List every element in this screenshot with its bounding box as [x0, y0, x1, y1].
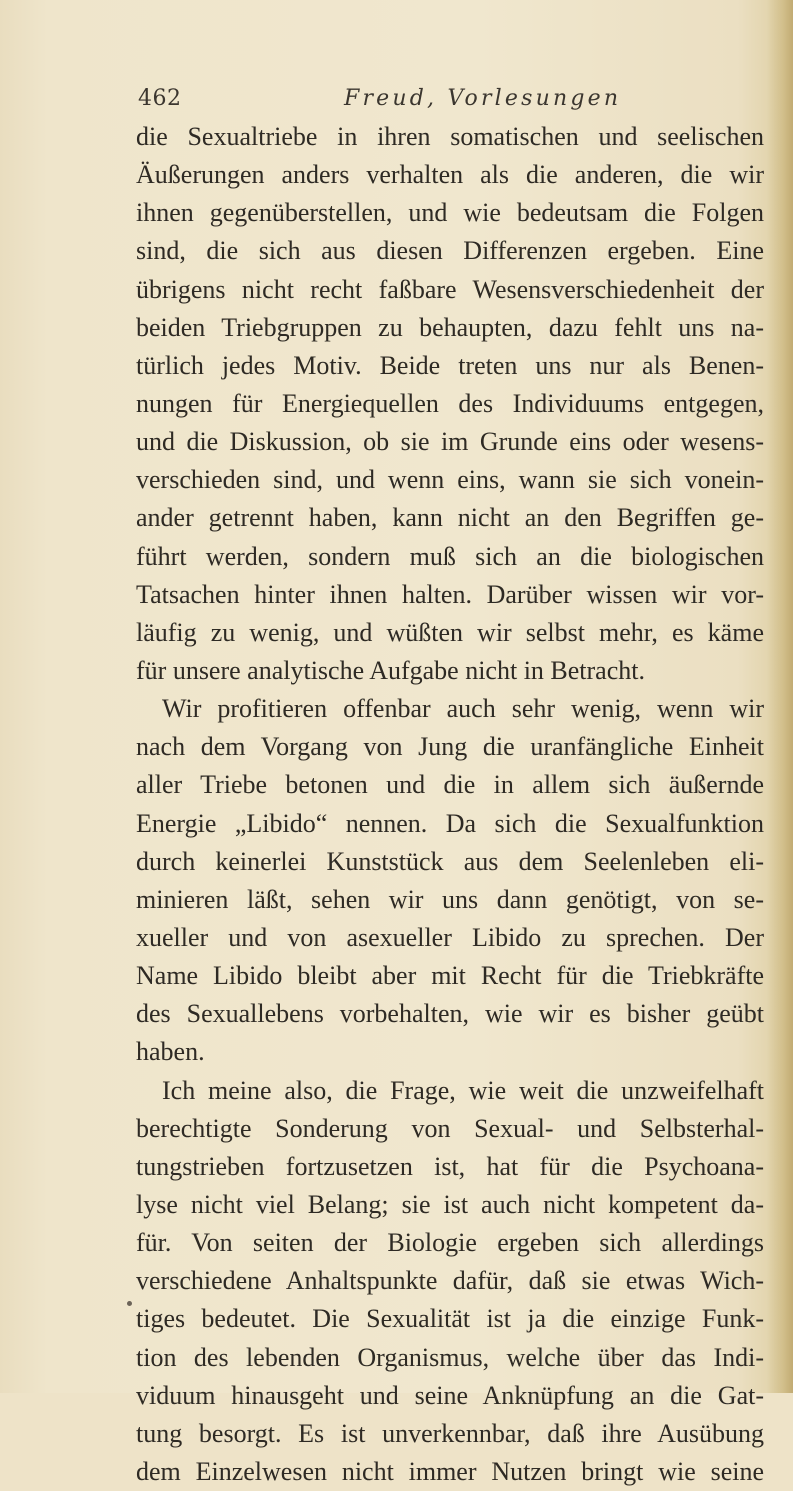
text-line: Name Libido bleibt aber mit Recht für die Triebkräfte	[136, 961, 764, 991]
text-line: xueller und von asexueller Libido zu sprechen. Der	[136, 922, 764, 952]
text-line: tungstrieben fortzusetzen ist, hat für die Psychoana-	[136, 1151, 764, 1181]
text-line: für unsere analytische Aufgabe nicht in Betracht.	[136, 655, 645, 685]
text-line: für. Von seiten der Biologie ergeben sich allerdings	[136, 1228, 764, 1258]
text-line: durch keinerlei Kunststück aus dem Seelenleben eli-	[136, 846, 764, 876]
text-line: tion des lebenden Organismus, welche über das Indi-	[136, 1342, 764, 1372]
text-line: dem Einzelwesen nicht immer Nutzen bringt wie seine	[136, 1456, 764, 1486]
text-line: führt werden, sondern muß sich an die biologischen	[136, 541, 764, 571]
text-line: haben.	[136, 1037, 205, 1067]
text-line: tung besorgt. Es ist unverkennbar, daß ihre Ausübung	[136, 1418, 764, 1448]
running-title: Freud, Vorlesungen	[344, 86, 622, 111]
ink-speck	[127, 1301, 132, 1306]
text-line: ander getrennt haben, kann nicht an den Begriffen ge-	[136, 503, 764, 533]
text-line: übrigens nicht recht faßbare Wesensverschiedenheit der	[136, 274, 764, 304]
page-edge-shadow	[767, 0, 793, 1393]
text-line: aller Triebe betonen und die in allem sich äußernde	[136, 770, 764, 800]
text-line: türlich jedes Motiv. Beide treten uns nur als Benen-	[136, 350, 764, 380]
body-text	[136, 118, 764, 1491]
text-line: viduum hinausgeht und seine Anknüpfung an die Gat-	[136, 1380, 764, 1410]
text-line: lyse nicht viel Belang; sie ist auch nicht kompetent da-	[136, 1189, 764, 1219]
text-line: nach dem Vorgang von Jung die uranfängliche Einheit	[136, 732, 764, 762]
text-line: minieren läßt, sehen wir uns dann genötigt, von se-	[136, 884, 764, 914]
text-line: ihnen gegenüberstellen, und wie bedeutsam die Folgen	[136, 198, 764, 228]
text-line: sind, die sich aus diesen Differenzen ergeben. Eine	[136, 236, 764, 266]
text-line: Tatsachen hinter ihnen halten. Darüber wissen wir vor-	[136, 579, 764, 609]
text-line: Wir profitieren offenbar auch sehr wenig, wenn wir	[162, 694, 764, 724]
text-line: des Sexuallebens vorbehalten, wie wir es bisher geübt	[136, 999, 764, 1029]
text-line: verschiedene Anhaltspunkte dafür, daß sie etwas Wich-	[136, 1266, 764, 1296]
running-header	[138, 82, 658, 116]
text-line: die Sexualtriebe in ihren somatischen und seelischen	[136, 122, 764, 151]
text-line: und die Diskussion, ob sie im Grunde eins oder wesens-	[136, 427, 764, 457]
text-line: nungen für Energiequellen des Individuums entgegen,	[136, 388, 764, 418]
page-number: 462	[138, 86, 182, 111]
text-line: Energie „Libido“ nennen. Da sich die Sexualfunktion	[136, 808, 764, 838]
text-line: verschieden sind, und wenn eins, wann sie sich vonein-	[136, 465, 764, 495]
text-line: tiges bedeutet. Die Sexualität ist ja die einzige Funk-	[136, 1304, 764, 1334]
text-line: berechtigte Sonderung von Sexual- und Selbsterhal-	[136, 1113, 764, 1143]
text-line: beiden Triebgruppen zu behaupten, dazu fehlt uns na-	[136, 312, 764, 342]
text-line: Ich meine also, die Frage, wie weit die unzweifelhaft	[162, 1075, 764, 1105]
text-line: Äußerungen anders verhalten als die anderen, die wir	[136, 160, 764, 190]
text-line: läufig zu wenig, und wüßten wir selbst mehr, es käme	[136, 617, 764, 647]
